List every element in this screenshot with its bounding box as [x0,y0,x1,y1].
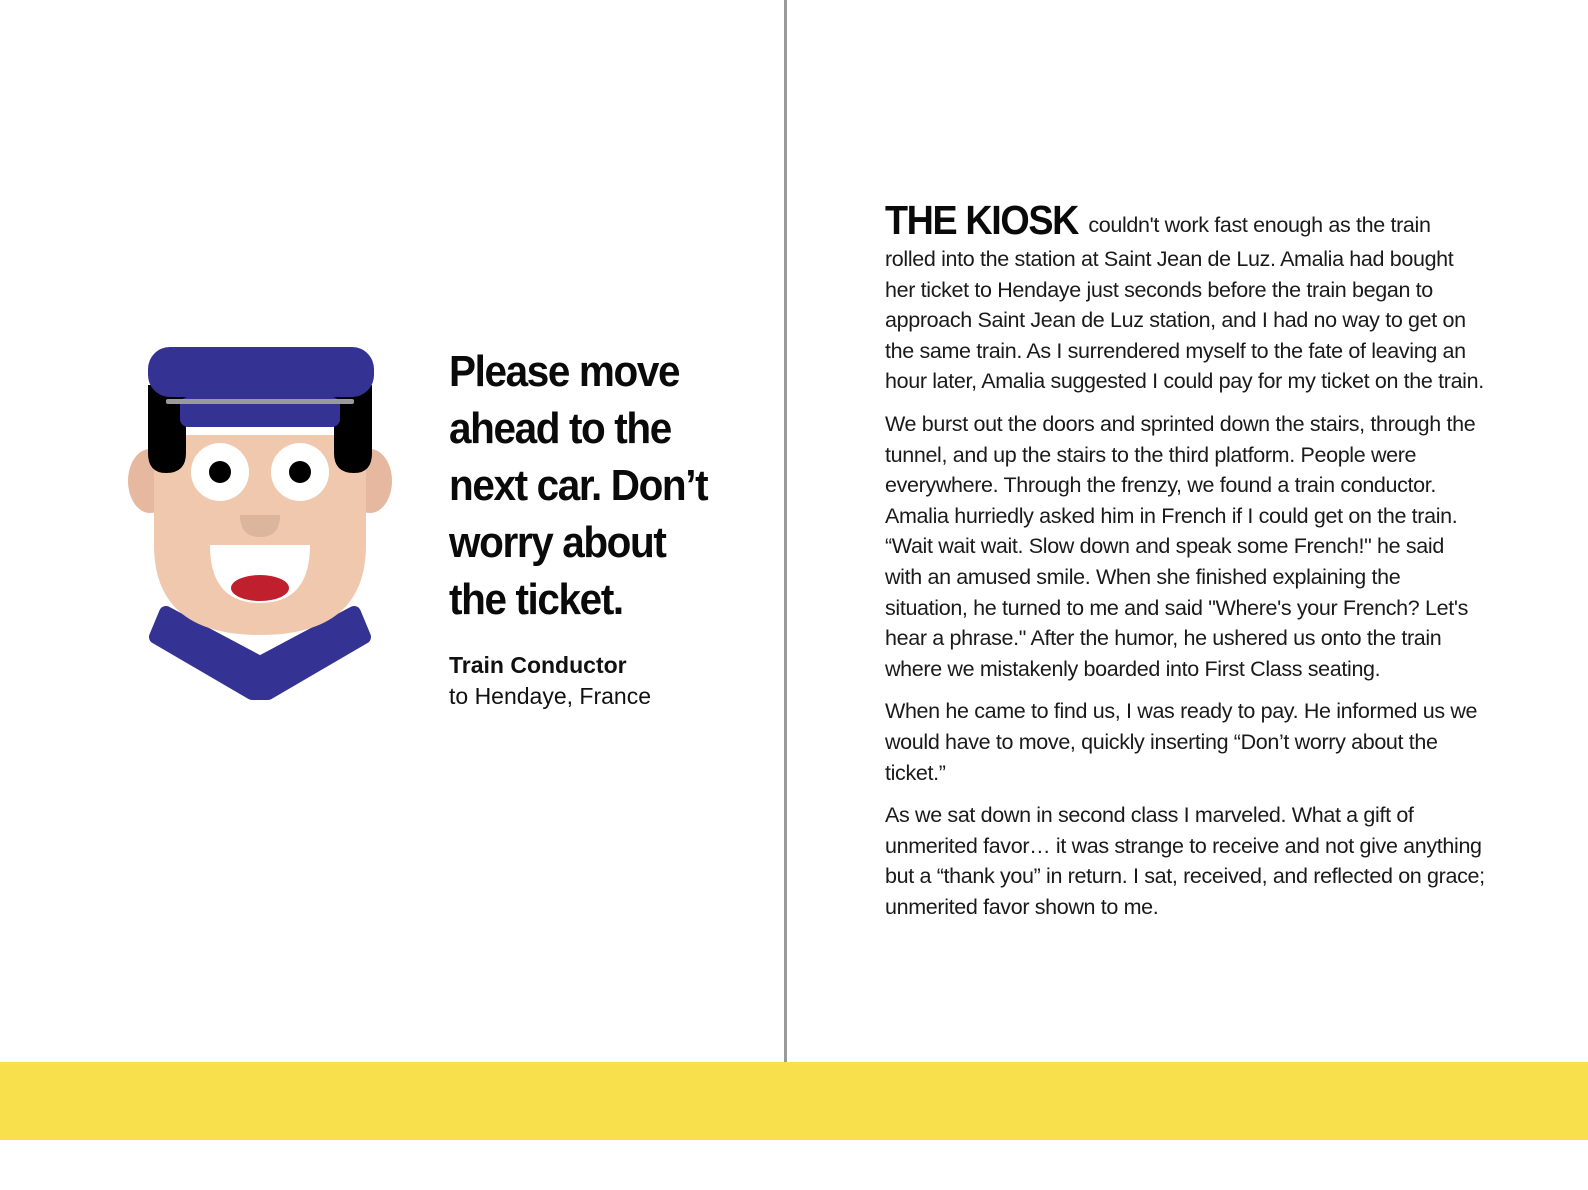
lead-caps: THE KIOSK [885,197,1078,243]
quote-line: Please move [449,347,680,396]
footer-band [0,1062,1588,1140]
right-pupil [289,461,311,483]
story-paragraph: As we sat down in second class I marveled. What a gift of unmerited favor… it was strange to receive and not give anything but a “thank you” in return. I sat, received, and reflected on grace; unmerited favor shown to me. [885,803,1485,919]
quote-line: worry about [449,518,666,567]
quote-line: ahead to the [449,404,671,453]
story-paragraph: When he came to find us, I was ready to pay. He informed us we would have to move, quickly inserting “Don’t worry about the ticket.” [885,699,1478,785]
page-divider [784,0,787,1062]
story-paragraph [885,196,1485,397]
left-pupil [209,461,231,483]
story-paragraph: We burst out the doors and sprinted down the stairs, through the tunnel, and up the stairs to the third platform. People were everywhere. Through the frenzy, we found a train conductor. Amalia hurriedly asked him in French if I could get on the train. “Wait wait wait. Slow down and speak some French!" he said with an amused smile. When she finished explaining the situation, he turned to me and said "Where's your French? Let's hear a phrase." After the humor, he ushered us onto the train where we mistakenly boarded into First Class seating. [885,411,1476,681]
quote-line: the ticket. [449,575,623,624]
story-text [885,196,1485,934]
tongue-shape [231,575,289,601]
quote-attribution [449,650,769,712]
train-conductor-face-icon [128,345,392,701]
cap-crown [148,347,374,397]
attribution-place: to Hendaye, France [449,683,652,709]
quote-line: next car. Don’t [449,461,708,510]
paragraph-text: couldn't work fast enough as the train rolled into the station at Saint Jean de Luz. Amalia had bought her ticket to Hendaye just seconds before the train began to approach Saint Jean de Luz station, and I had no way to get on the same train. As I surrendered myself to the fate of leaving an hour later, Amalia suggested I could pay for my ticket on the train. [885,213,1484,394]
attribution-name: Train Conductor [449,652,627,678]
cap-band [166,399,354,404]
conductor-quote [449,343,743,628]
conductor-quote-block [449,343,769,712]
